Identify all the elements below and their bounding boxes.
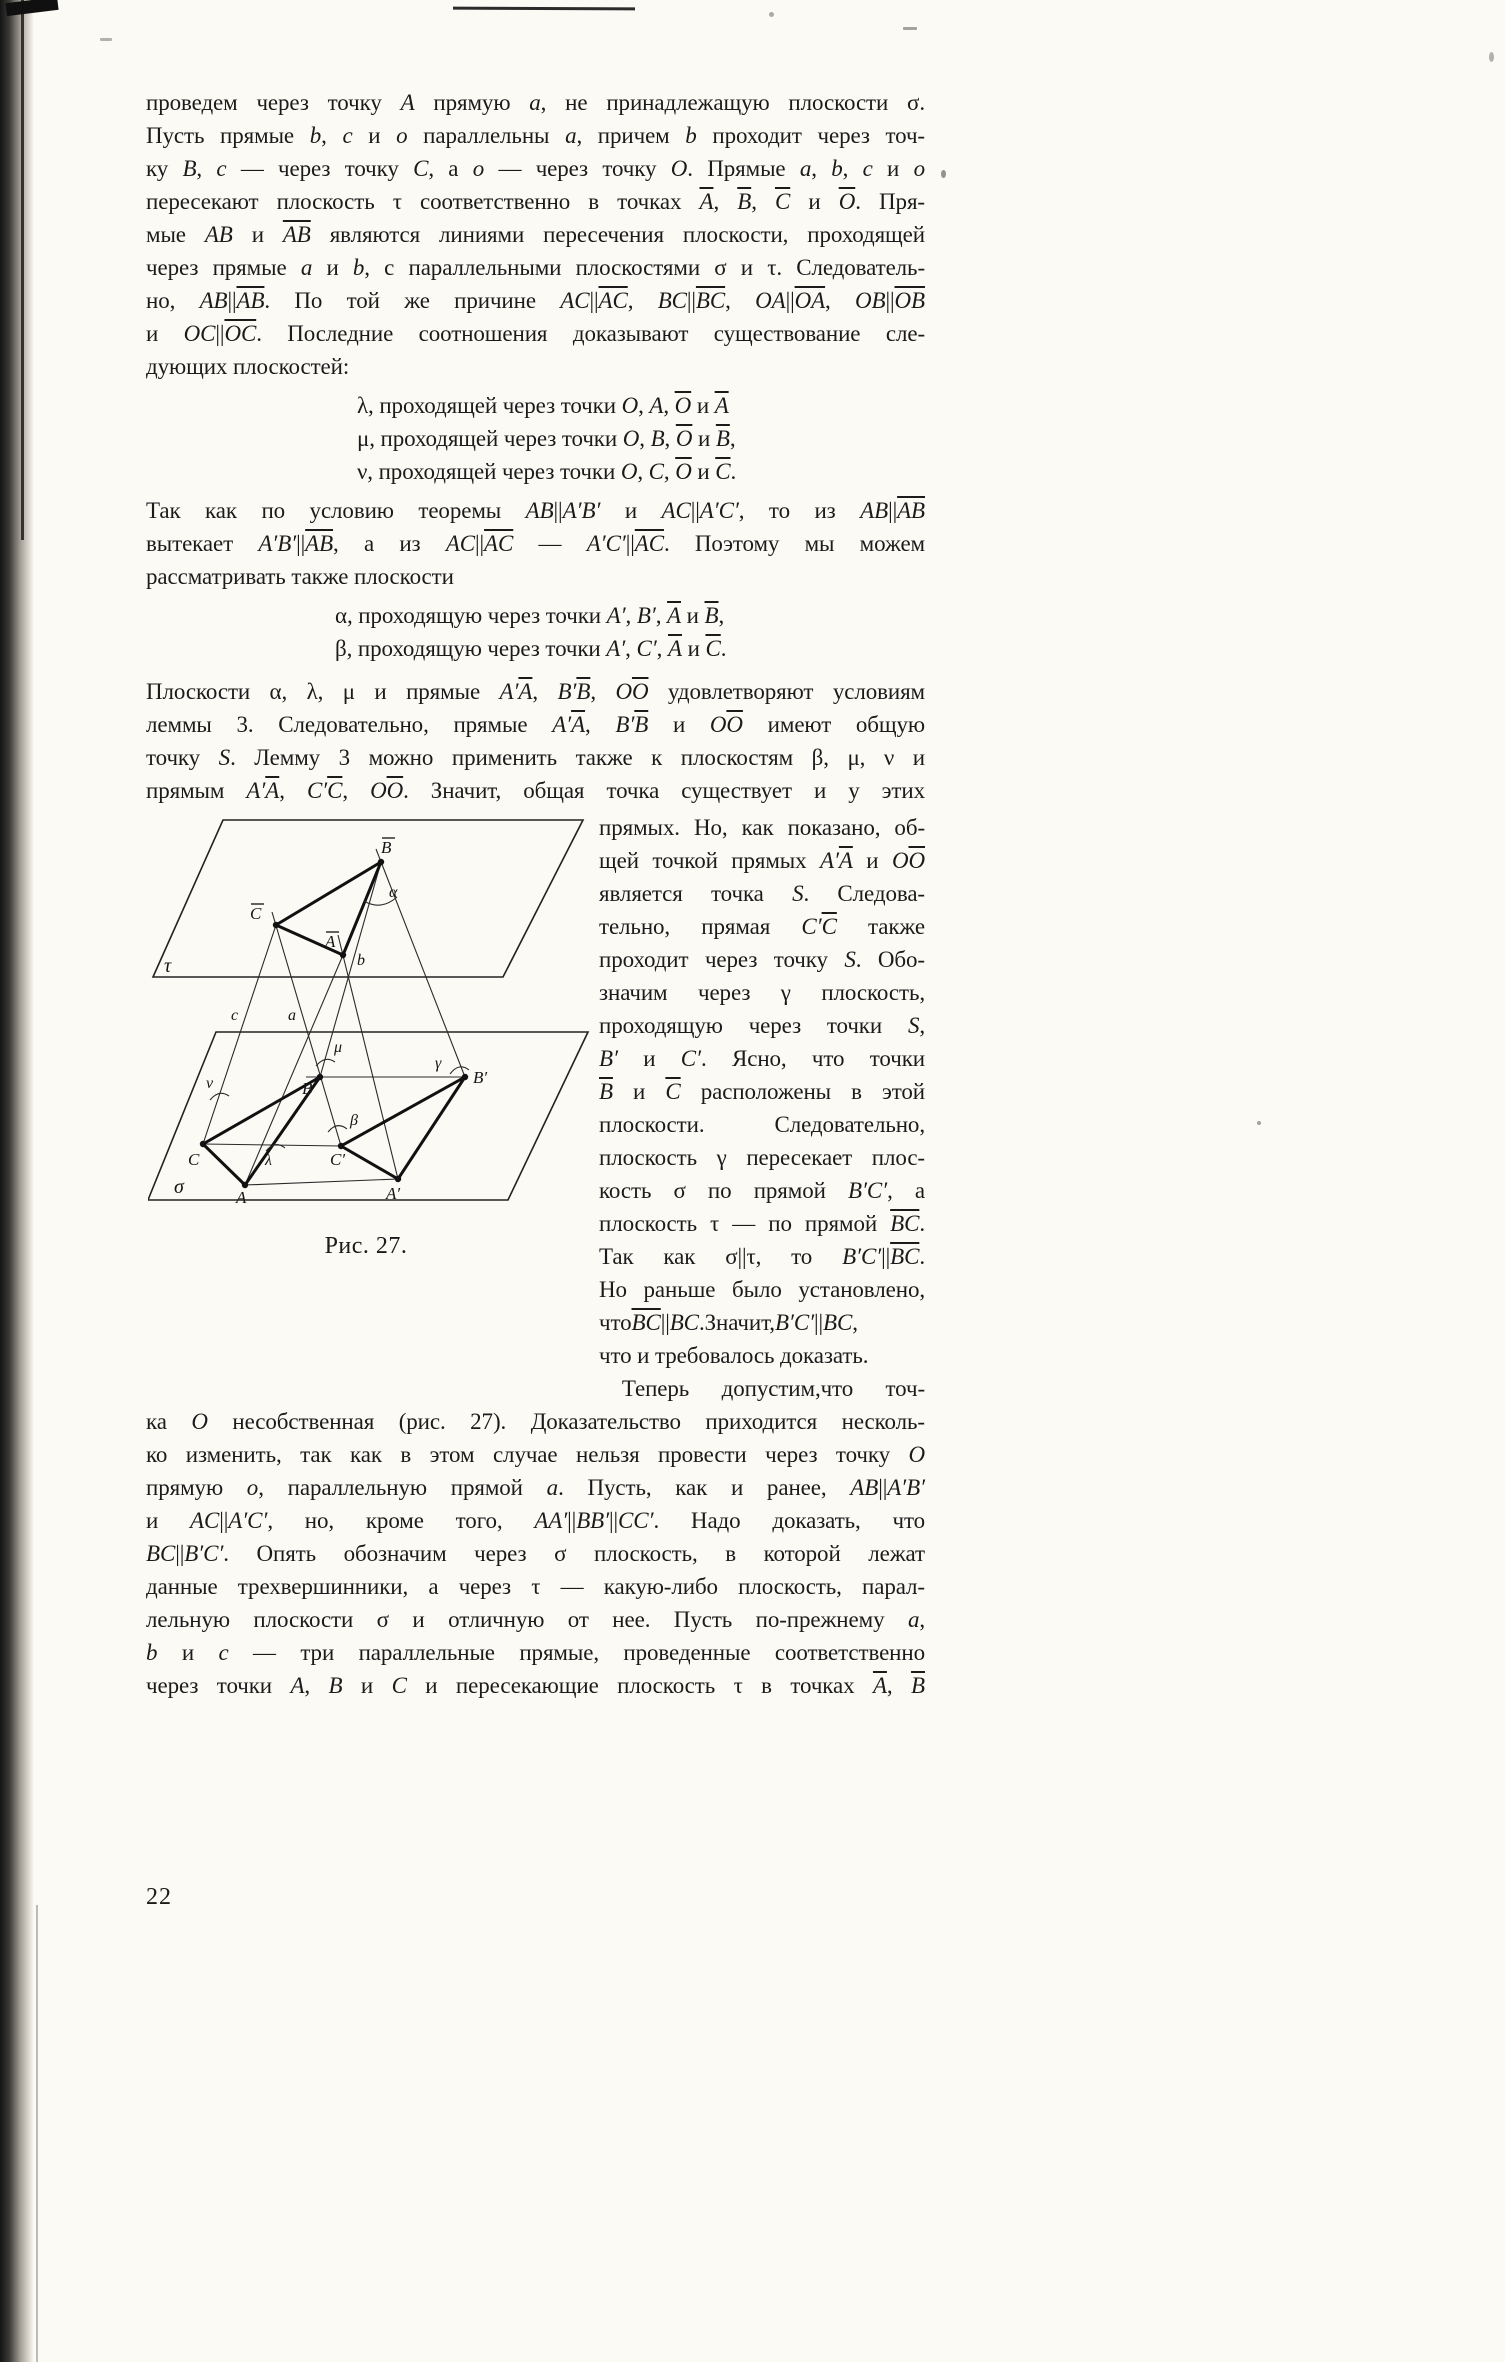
text-line: вытекает $A'B'||\overline{AB}$, а из $AC||\overline{AC}$ — $A'C'||\overline{AC}$. Поэтому мы можем [146, 531, 926, 556]
figure-and-wrap-row [146, 811, 925, 1405]
label-gamma: γ [435, 1055, 442, 1072]
text-line: рассматривать также плоскости [146, 564, 454, 589]
text-line: щей точкой прямых $A'\overline{A}$ и $O\overline{O}$ [599, 848, 925, 873]
label-A-prime: A′ [386, 1184, 401, 1203]
dot-A-bar [340, 952, 346, 958]
text-line: дующих плоскостей: [146, 354, 350, 379]
page-number: 22 [146, 1884, 172, 1910]
text-line: значим через γ плоскость, [599, 980, 925, 1005]
text-line: через прямые a и b, с параллельными плоскостями σ и τ. Следователь- [146, 255, 926, 280]
text-line: тельно, прямая $C'\overline{C}$ также [599, 914, 925, 939]
text-line: мые AB и $\overline{AB}$ являются линиями пересечения плоскости, проходящей [146, 222, 925, 247]
paragraph-1 [146, 86, 925, 383]
figure-27-drawing [148, 817, 593, 1219]
spine-line-artifact [21, 0, 24, 540]
text-line: Плоскости α, λ, μ и прямые $A'\overline{A}$, $B'\overline{B}$, $O\overline{O}$ удовлетворяют условиям [146, 679, 926, 704]
dot-C [200, 1141, 206, 1147]
text-line: является точка S. Следова- [599, 881, 925, 906]
scan-speck [769, 12, 774, 17]
label-nu: ν [206, 1075, 214, 1092]
text-line: Так как σ||τ, то $B'C'||\overline{BC}$. [599, 1244, 925, 1269]
text-line: β, проходящую через точки A′, C′, $\overline{A}$ и $\overline{C}$. [335, 636, 727, 661]
text-line: проходящую через точки S, [599, 1013, 925, 1038]
text-line: пересекают плоскость τ соответственно в точках $\overline{A}$, $\overline{B}$, $\overline{C}$ и $\overline{O}$. Пря- [146, 189, 925, 214]
line-AAprime [245, 1179, 398, 1185]
scan-speck [1489, 52, 1494, 62]
text-line: ν, проходящей через точки O, C, $\overline{O}$ и $\overline{C}$. [357, 459, 737, 484]
scan-speck [100, 38, 112, 41]
text-line: точку S. Лемму 3 можно применить также к плоскостям β, μ, ν и [146, 745, 925, 770]
label-line-c: c [231, 1007, 239, 1024]
label-B-prime: B′ [473, 1068, 488, 1087]
text-line: плоскость γ пересекает плос- [599, 1145, 925, 1170]
paragraph-3 [146, 675, 925, 807]
scan-rule-artifact [453, 7, 635, 11]
text-line: $\overline{B}$ и $\overline{C}$ расположены в этой [599, 1079, 925, 1104]
label-alpha: α [389, 884, 398, 901]
text-line: что и требовалось доказать. [599, 1343, 869, 1368]
label-C-prime: C′ [330, 1150, 346, 1169]
figure-caption: Рис. 27. [324, 1233, 408, 1259]
point-dots [200, 859, 468, 1188]
text-line: Пусть прямые b, c и o параллельны a, причем b проходит через точ- [146, 123, 925, 148]
text-line: прямым $A'\overline{A}$, $C'\overline{C}$, $O\overline{O}$. Значит, общая точка существует и у этих [146, 778, 925, 803]
text-line: но, $AB||\overline{AB}$. По той же причине $AC||\overline{AC}$, $BC||\overline{BC}$, $OA||\overline{OA}$, $OB||\overline{OB}$ [146, 288, 925, 313]
arc-gamma [450, 1067, 469, 1074]
label-mu: μ [334, 1039, 343, 1056]
dot-B-prime [462, 1074, 468, 1080]
text-line: α, проходящую через точки A′, B′, $\overline{A}$ и $\overline{B}$, [335, 603, 725, 628]
label-tau: τ [164, 955, 172, 977]
dot-B-bar [378, 859, 384, 865]
label-line-b: b [357, 952, 365, 969]
plane-tau-outline [153, 820, 583, 977]
scan-speck [941, 170, 946, 178]
text-line: ку B, c — через точку C, а o — через точку O. Прямые a, b, c и o [146, 156, 925, 181]
scan-speck [903, 27, 917, 30]
text-line: и AC||A′C′, но, кроме того, AA′||BB′||CC′. Надо доказать, что [146, 1508, 926, 1533]
label-beta: β [350, 1112, 358, 1129]
text-line: Так как по условию теоремы AB||A′B′ и AC||A′C′, то из $AB||\overline{AB}$ [146, 498, 925, 523]
wrap-paragraph-2 [599, 1372, 925, 1405]
label-line-a: a [288, 1007, 296, 1024]
text-line: $что\overline{BC}||BC.Значит,B'C'||BC$, [599, 1310, 858, 1335]
display-list-planes-ab [146, 599, 925, 665]
text-line: леммы 3. Следовательно, прямые $A'\overline{A}$, $B'\overline{B}$ и $O\overline{O}$ имеют общую [146, 712, 925, 737]
text-line: μ, проходящей через точки O, B, $\overline{O}$ и $\overline{B}$, [357, 426, 736, 451]
text-line: B′ и C′. Ясно, что точки [599, 1046, 925, 1071]
text-line: проходит через точку S. Обо- [599, 947, 925, 972]
arc-beta [328, 1126, 347, 1132]
dot-C-bar [273, 922, 279, 928]
line-a [245, 955, 346, 1185]
display-list-planes-lmn [146, 389, 925, 488]
text-line: лельную плоскости σ и отличную от нее. Пусть по-прежнему a, [146, 1607, 925, 1632]
label-sigma: σ [174, 1176, 184, 1198]
label-A-bar: A [325, 932, 336, 951]
text-block [146, 86, 925, 1911]
bold-triangles [203, 862, 465, 1185]
label-A: A [236, 1188, 247, 1207]
text-line: b и c — три параллельные прямые, проведенные соответственно [146, 1640, 925, 1665]
angle-arcs [210, 897, 469, 1151]
text-line: Теперь допустим,что точ- [599, 1376, 925, 1401]
spine-line-artifact-bottom [36, 1905, 38, 2362]
dot-A-prime [395, 1176, 401, 1182]
text-line: λ, проходящей через точки O, A, $\overline{O}$ и $\overline{A}$ [357, 393, 729, 418]
text-line: кость σ по прямой B′C′, а [599, 1178, 925, 1203]
text-line: прямую o, параллельную прямой a. Пусть, как и ранее, AB||A′B′ [146, 1475, 925, 1500]
paragraph-4 [146, 1405, 925, 1702]
scan-speck [1257, 1121, 1261, 1125]
text-line: ка O несобственная (рис. 27). Доказательство приходится несколь- [146, 1409, 925, 1434]
text-line: данные трехвершинники, а через τ — какую-либо плоскость, парал- [146, 1574, 925, 1599]
label-B: B [302, 1079, 313, 1098]
text-line: Но раньше было установлено, [599, 1277, 925, 1302]
dot-B [317, 1074, 323, 1080]
label-lambda: λ [265, 1152, 272, 1169]
triangle-abc-prime [341, 1077, 465, 1179]
label-C-bar: C [250, 904, 262, 923]
text-line: плоскость τ — по прямой $\overline{BC}$. [599, 1211, 925, 1236]
wrap-paragraph-1 [599, 811, 925, 1372]
text-line: через точки A, B и C и пересекающие плоскость τ в точках $\overline{A}$, $\overline{B}$ [146, 1673, 925, 1698]
text-line: и $OC||\overline{OC}$. Последние соотношения доказывают существование сле- [146, 321, 926, 346]
label-overlines [251, 838, 395, 932]
book-spine-shadow [0, 0, 34, 2362]
label-B-bar: B [381, 838, 392, 857]
paragraph-2 [146, 494, 925, 593]
label-C: C [188, 1150, 200, 1169]
arc-mu [316, 1059, 335, 1066]
text-line: плоскости. Следовательно, [599, 1112, 925, 1137]
text-line: проведем через точку A прямую a, не принадлежащую плоскости σ. [146, 90, 926, 115]
figure-27 [146, 811, 599, 1260]
line-c [203, 925, 276, 1144]
text-line: BC||B′C′. Опять обозначим через σ плоскость, в которой лежат [146, 1541, 925, 1566]
text-line: ко изменить, так как в этом случае нельзя провести через точку O [146, 1442, 925, 1467]
wrap-text-column [599, 811, 925, 1405]
text-line: прямых. Но, как показано, об- [599, 815, 925, 840]
dot-C-prime [338, 1143, 344, 1149]
plane-outlines [148, 820, 588, 1200]
